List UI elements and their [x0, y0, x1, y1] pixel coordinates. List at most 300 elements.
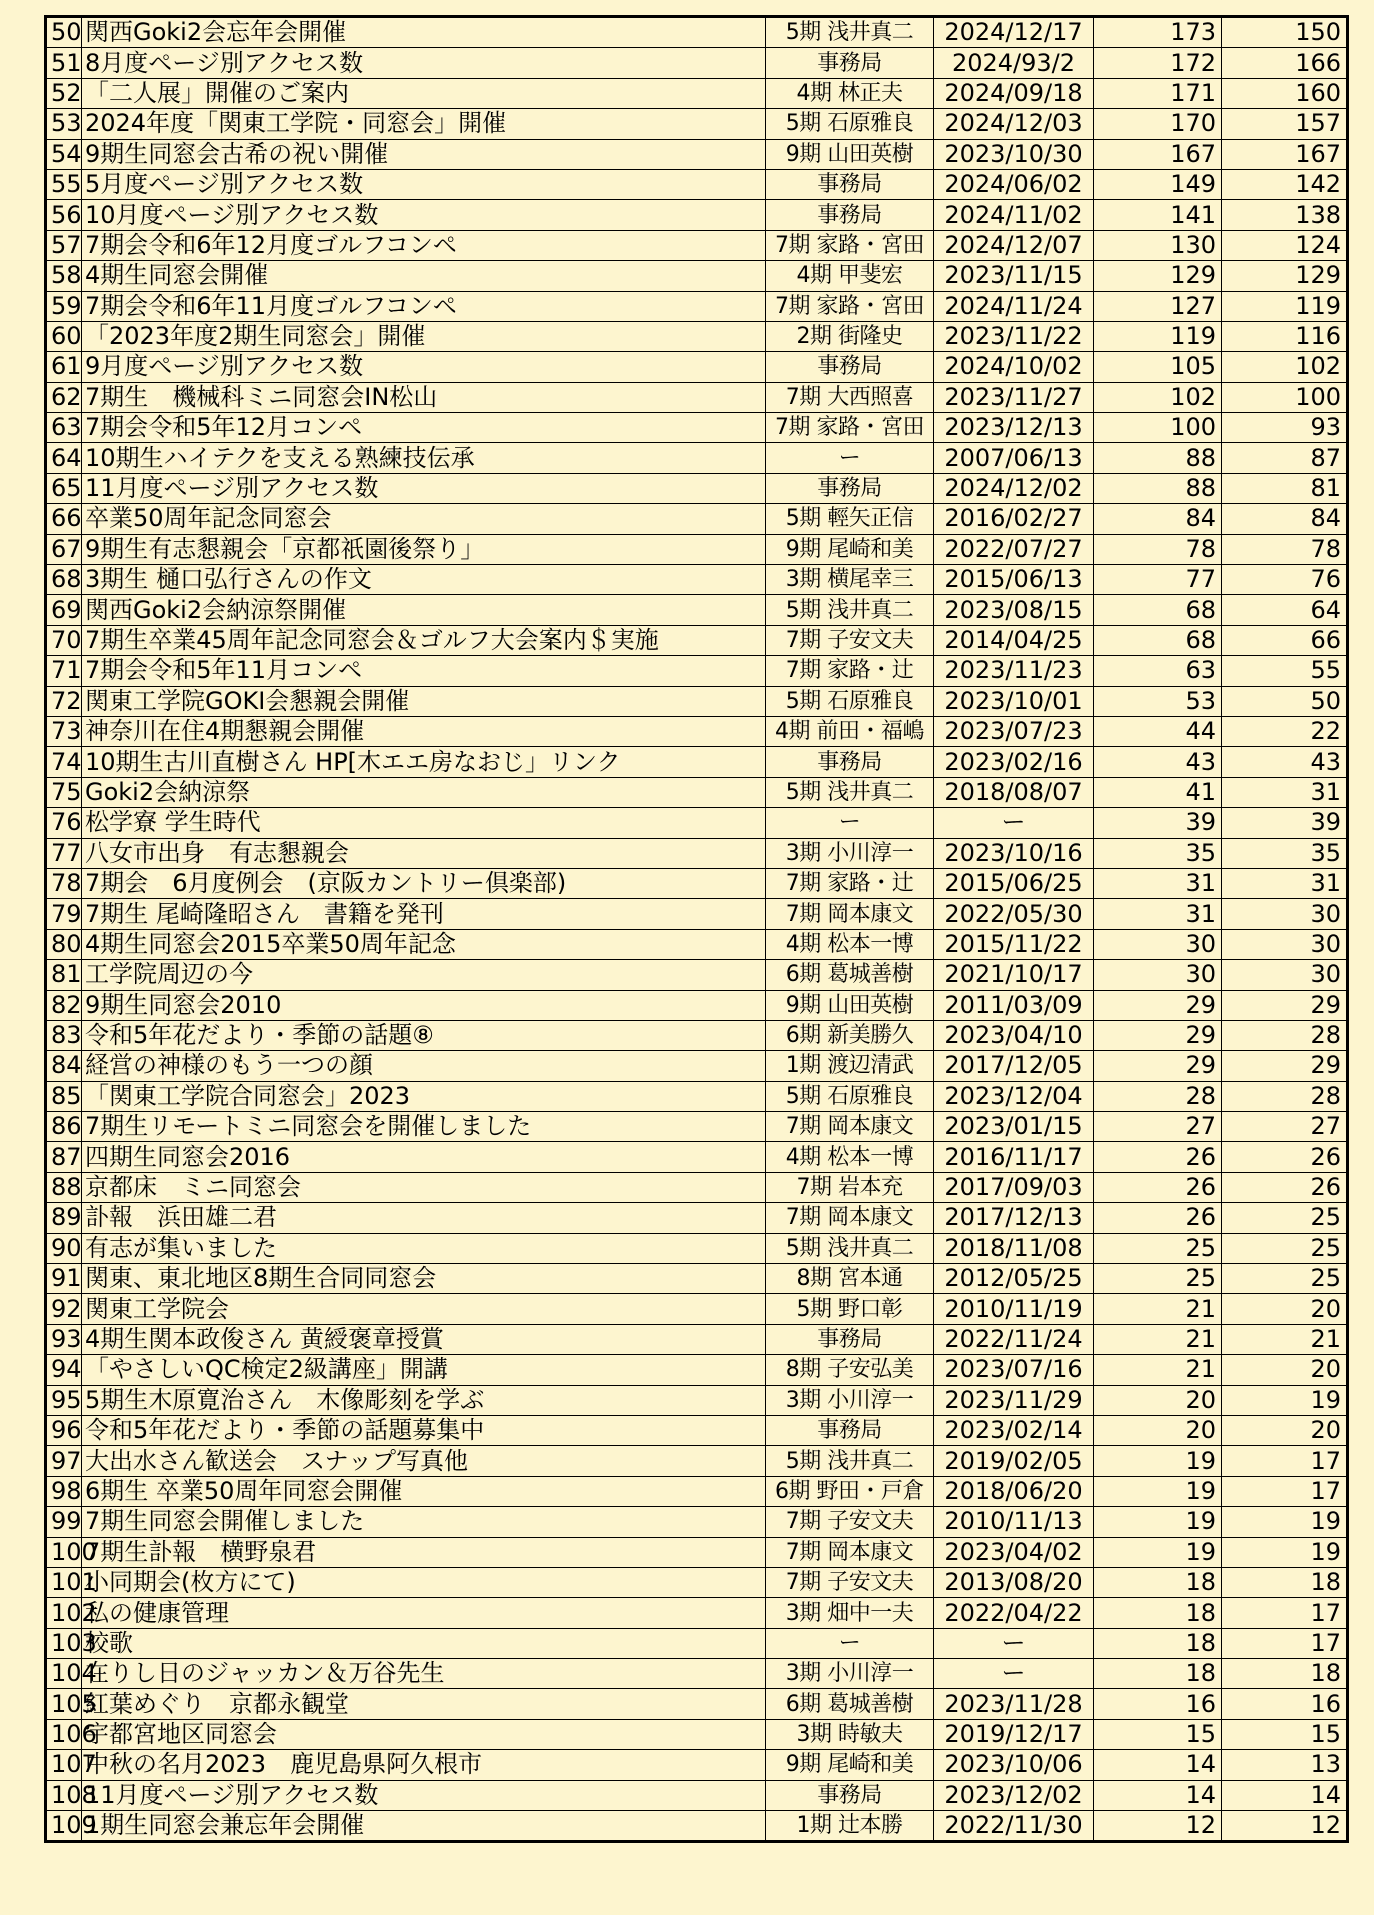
table-row — [46, 1355, 1348, 1385]
author-cell: 7期 子安文夫 — [766, 1567, 934, 1597]
table-row — [46, 747, 1348, 777]
count-unique-cell: 25 — [1222, 1233, 1348, 1263]
article-title: 3期生 樋口弘行さんの作文 — [82, 565, 766, 595]
article-title: 7期会令和6年12月度ゴルフコンペ — [82, 230, 766, 260]
table-row — [46, 1567, 1348, 1597]
count-total-cell: 173 — [1094, 17, 1222, 48]
count-total-cell: 77 — [1094, 565, 1222, 595]
count-unique-cell: 19 — [1222, 1537, 1348, 1567]
count-total-cell: 129 — [1094, 261, 1222, 291]
count-unique-cell: 26 — [1222, 1172, 1348, 1202]
author-cell: 事務局 — [766, 352, 934, 382]
count-unique-cell: 17 — [1222, 1628, 1348, 1658]
row-number: 82 — [46, 990, 82, 1020]
table-row — [46, 1203, 1348, 1233]
author-cell: 5期 石原雅良 — [766, 109, 934, 139]
date-cell: 2022/05/30 — [934, 899, 1094, 929]
count-unique-cell: 19 — [1222, 1507, 1348, 1537]
date-cell: 2024/06/02 — [934, 169, 1094, 199]
table-row — [46, 1476, 1348, 1506]
article-title: 大出水さん歓送会 スナップ写真他 — [82, 1446, 766, 1476]
date-cell: 2012/05/25 — [934, 1264, 1094, 1294]
article-title: 京都床 ミニ同窓会 — [82, 1172, 766, 1202]
count-total-cell: 102 — [1094, 382, 1222, 412]
table-row — [46, 565, 1348, 595]
date-cell: ー — [934, 808, 1094, 838]
count-unique-cell: 31 — [1222, 868, 1348, 898]
count-unique-cell: 30 — [1222, 929, 1348, 959]
row-number: 84 — [46, 1051, 82, 1081]
article-title: 関東工学院GOKI会懇親会開催 — [82, 686, 766, 716]
date-cell: 2024/12/03 — [934, 109, 1094, 139]
date-cell: 2018/08/07 — [934, 777, 1094, 807]
table-row — [46, 473, 1348, 503]
table-row — [46, 109, 1348, 139]
date-cell: 2023/11/23 — [934, 656, 1094, 686]
count-total-cell: 20 — [1094, 1415, 1222, 1445]
author-cell: 5期 野口彰 — [766, 1294, 934, 1324]
count-unique-cell: 87 — [1222, 443, 1348, 473]
table-row — [46, 382, 1348, 412]
count-total-cell: 18 — [1094, 1628, 1222, 1658]
date-cell: 2023/11/22 — [934, 321, 1094, 351]
count-total-cell: 172 — [1094, 48, 1222, 78]
count-unique-cell: 167 — [1222, 139, 1348, 169]
count-total-cell: 14 — [1094, 1780, 1222, 1810]
author-cell: ー — [766, 443, 934, 473]
author-cell: 9期 尾崎和美 — [766, 1750, 934, 1780]
count-unique-cell: 150 — [1222, 17, 1348, 48]
table-row — [46, 1598, 1348, 1628]
author-cell: 7期 岡本康文 — [766, 1203, 934, 1233]
count-total-cell: 25 — [1094, 1233, 1222, 1263]
count-total-cell: 26 — [1094, 1142, 1222, 1172]
count-total-cell: 28 — [1094, 1081, 1222, 1111]
article-title: 神奈川在住4期懇親会開催 — [82, 716, 766, 746]
table-row — [46, 17, 1348, 48]
author-cell: 3期 小川淳一 — [766, 1385, 934, 1415]
date-cell: 2014/04/25 — [934, 625, 1094, 655]
table-row — [46, 321, 1348, 351]
table-row — [46, 1446, 1348, 1476]
row-number: 96 — [46, 1415, 82, 1445]
author-cell: 3期 小川淳一 — [766, 1659, 934, 1689]
count-unique-cell: 124 — [1222, 230, 1348, 260]
row-number: 109 — [46, 1811, 82, 1842]
date-cell: 2007/06/13 — [934, 443, 1094, 473]
date-cell: 2013/08/20 — [934, 1567, 1094, 1597]
row-number: 106 — [46, 1719, 82, 1749]
count-total-cell: 41 — [1094, 777, 1222, 807]
table-row — [46, 808, 1348, 838]
date-cell: 2022/07/27 — [934, 534, 1094, 564]
article-title: 10期生ハイテクを支える熟練技伝承 — [82, 443, 766, 473]
article-title: 「二人展」開催のご案内 — [82, 78, 766, 108]
article-title: 紅葉めぐり 京都永観堂 — [82, 1689, 766, 1719]
count-unique-cell: 100 — [1222, 382, 1348, 412]
date-cell: 2023/12/04 — [934, 1081, 1094, 1111]
count-unique-cell: 12 — [1222, 1811, 1348, 1842]
article-title: Goki2会納涼祭 — [82, 777, 766, 807]
author-cell: 事務局 — [766, 473, 934, 503]
row-number: 88 — [46, 1172, 82, 1202]
date-cell: 2023/04/02 — [934, 1537, 1094, 1567]
table-row — [46, 686, 1348, 716]
author-cell: 事務局 — [766, 1324, 934, 1354]
row-number: 104 — [46, 1659, 82, 1689]
author-cell: 3期 時敏夫 — [766, 1719, 934, 1749]
count-unique-cell: 102 — [1222, 352, 1348, 382]
table-row — [46, 1780, 1348, 1810]
count-unique-cell: 26 — [1222, 1142, 1348, 1172]
count-total-cell: 68 — [1094, 625, 1222, 655]
row-number: 92 — [46, 1294, 82, 1324]
count-total-cell: 78 — [1094, 534, 1222, 564]
table-row — [46, 1750, 1348, 1780]
article-title: 4期生同窓会2015卒業50周年記念 — [82, 929, 766, 959]
count-total-cell: 88 — [1094, 443, 1222, 473]
author-cell: 事務局 — [766, 169, 934, 199]
author-cell: 4期 前田・福嶋 — [766, 716, 934, 746]
count-unique-cell: 17 — [1222, 1598, 1348, 1628]
author-cell: 7期 家路・宮田 — [766, 230, 934, 260]
row-number: 51 — [46, 48, 82, 78]
count-unique-cell: 35 — [1222, 838, 1348, 868]
author-cell: 1期 渡辺清武 — [766, 1051, 934, 1081]
table-row — [46, 1112, 1348, 1142]
author-cell: 6期 新美勝久 — [766, 1020, 934, 1050]
count-unique-cell: 84 — [1222, 504, 1348, 534]
date-cell: ー — [934, 1628, 1094, 1658]
date-cell: 2010/11/19 — [934, 1294, 1094, 1324]
count-total-cell: 53 — [1094, 686, 1222, 716]
author-cell: 3期 小川淳一 — [766, 838, 934, 868]
count-total-cell: 100 — [1094, 413, 1222, 443]
date-cell: 2023/10/30 — [934, 139, 1094, 169]
table-row — [46, 1233, 1348, 1263]
article-title: 9期生同窓会古希の祝い開催 — [82, 139, 766, 169]
article-title: 「やさしいQC検定2級講座」開講 — [82, 1355, 766, 1385]
count-unique-cell: 39 — [1222, 808, 1348, 838]
article-title: 卒業50周年記念同窓会 — [82, 504, 766, 534]
count-total-cell: 16 — [1094, 1689, 1222, 1719]
article-title: 7期会令和5年11月コンペ — [82, 656, 766, 686]
row-number: 108 — [46, 1780, 82, 1810]
row-number: 75 — [46, 777, 82, 807]
article-title: 「関東工学院合同窓会」2023 — [82, 1081, 766, 1111]
date-cell: 2019/12/17 — [934, 1719, 1094, 1749]
count-total-cell: 19 — [1094, 1537, 1222, 1567]
author-cell: 7期 家路・辻 — [766, 656, 934, 686]
row-number: 64 — [46, 443, 82, 473]
article-title: 4期生同窓会開催 — [82, 261, 766, 291]
row-number: 91 — [46, 1264, 82, 1294]
count-total-cell: 149 — [1094, 169, 1222, 199]
count-unique-cell: 28 — [1222, 1081, 1348, 1111]
row-number: 81 — [46, 960, 82, 990]
article-title: 7期生 尾崎隆昭さん 書籍を発刊 — [82, 899, 766, 929]
count-unique-cell: 129 — [1222, 261, 1348, 291]
table-row — [46, 1142, 1348, 1172]
row-number: 55 — [46, 169, 82, 199]
date-cell: 2023/07/23 — [934, 716, 1094, 746]
count-unique-cell: 142 — [1222, 169, 1348, 199]
table-row — [46, 777, 1348, 807]
article-title: 令和5年花だより・季節の話題募集中 — [82, 1415, 766, 1445]
author-cell: 7期 岡本康文 — [766, 1537, 934, 1567]
author-cell: ー — [766, 808, 934, 838]
count-unique-cell: 18 — [1222, 1659, 1348, 1689]
table-body — [46, 17, 1348, 1842]
author-cell: 5期 輕矢正信 — [766, 504, 934, 534]
article-title: 「2023年度2期生同窓会」開催 — [82, 321, 766, 351]
date-cell: 2023/08/15 — [934, 595, 1094, 625]
date-cell: 2023/11/27 — [934, 382, 1094, 412]
date-cell: 2017/12/05 — [934, 1051, 1094, 1081]
article-title: 松学寮 学生時代 — [82, 808, 766, 838]
count-unique-cell: 13 — [1222, 1750, 1348, 1780]
row-number: 52 — [46, 78, 82, 108]
count-total-cell: 19 — [1094, 1476, 1222, 1506]
article-title: 10月度ページ別アクセス数 — [82, 200, 766, 230]
article-title: 9期生同窓会2010 — [82, 990, 766, 1020]
row-number: 61 — [46, 352, 82, 382]
date-cell: 2011/03/09 — [934, 990, 1094, 1020]
article-title: 有志が集いました — [82, 1233, 766, 1263]
count-unique-cell: 20 — [1222, 1355, 1348, 1385]
row-number: 71 — [46, 656, 82, 686]
table-row — [46, 139, 1348, 169]
count-total-cell: 171 — [1094, 78, 1222, 108]
author-cell: 事務局 — [766, 747, 934, 777]
count-unique-cell: 93 — [1222, 413, 1348, 443]
row-number: 87 — [46, 1142, 82, 1172]
date-cell: 2017/09/03 — [934, 1172, 1094, 1202]
date-cell: 2023/04/10 — [934, 1020, 1094, 1050]
article-title: 関東、東北地区8期生合同同窓会 — [82, 1264, 766, 1294]
count-unique-cell: 19 — [1222, 1385, 1348, 1415]
count-total-cell: 167 — [1094, 139, 1222, 169]
count-total-cell: 14 — [1094, 1750, 1222, 1780]
row-number: 79 — [46, 899, 82, 929]
row-number: 101 — [46, 1567, 82, 1597]
count-total-cell: 105 — [1094, 352, 1222, 382]
count-total-cell: 141 — [1094, 200, 1222, 230]
row-number: 103 — [46, 1628, 82, 1658]
table-row — [46, 1324, 1348, 1354]
author-cell: 5期 石原雅良 — [766, 1081, 934, 1111]
author-cell: 7期 岩本充 — [766, 1172, 934, 1202]
date-cell: 2010/11/13 — [934, 1507, 1094, 1537]
author-cell: 7期 家路・宮田 — [766, 291, 934, 321]
date-cell: 2016/11/17 — [934, 1142, 1094, 1172]
table-row — [46, 1811, 1348, 1842]
author-cell: 4期 甲斐宏 — [766, 261, 934, 291]
count-total-cell: 30 — [1094, 960, 1222, 990]
date-cell: 2015/06/25 — [934, 868, 1094, 898]
count-unique-cell: 76 — [1222, 565, 1348, 595]
table-row — [46, 1172, 1348, 1202]
author-cell: 3期 横尾幸三 — [766, 565, 934, 595]
count-unique-cell: 166 — [1222, 48, 1348, 78]
count-unique-cell: 15 — [1222, 1719, 1348, 1749]
count-unique-cell: 31 — [1222, 777, 1348, 807]
table-row — [46, 1689, 1348, 1719]
count-unique-cell: 43 — [1222, 747, 1348, 777]
article-title: 11月度ページ別アクセス数 — [82, 473, 766, 503]
table-row — [46, 595, 1348, 625]
article-title: 8月度ページ別アクセス数 — [82, 48, 766, 78]
date-cell: 2023/07/16 — [934, 1355, 1094, 1385]
date-cell: 2023/12/13 — [934, 413, 1094, 443]
count-total-cell: 18 — [1094, 1598, 1222, 1628]
author-cell: 5期 浅井真二 — [766, 777, 934, 807]
article-title: 令和5年花だより・季節の話題⑧ — [82, 1020, 766, 1050]
table-row — [46, 1507, 1348, 1537]
count-unique-cell: 25 — [1222, 1264, 1348, 1294]
date-cell: 2023/10/16 — [934, 838, 1094, 868]
table-row — [46, 1020, 1348, 1050]
row-number: 93 — [46, 1324, 82, 1354]
author-cell: 3期 畑中一夫 — [766, 1598, 934, 1628]
row-number: 107 — [46, 1750, 82, 1780]
row-number: 95 — [46, 1385, 82, 1415]
table-row — [46, 656, 1348, 686]
row-number: 56 — [46, 200, 82, 230]
count-total-cell: 26 — [1094, 1172, 1222, 1202]
count-total-cell: 29 — [1094, 1051, 1222, 1081]
count-unique-cell: 119 — [1222, 291, 1348, 321]
row-number: 66 — [46, 504, 82, 534]
table-row — [46, 868, 1348, 898]
count-unique-cell: 25 — [1222, 1203, 1348, 1233]
article-title: 10期生古川直樹さん HP[木エエ房なおじ」リンク — [82, 747, 766, 777]
article-title: 7期生卒業45周年記念同窓会＆ゴルフ大会案内＄実施 — [82, 625, 766, 655]
table-row — [46, 48, 1348, 78]
count-total-cell: 15 — [1094, 1719, 1222, 1749]
table-row — [46, 291, 1348, 321]
article-title: 6期生 卒業50周年同窓会開催 — [82, 1476, 766, 1506]
date-cell: 2015/06/13 — [934, 565, 1094, 595]
date-cell: 2023/11/29 — [934, 1385, 1094, 1415]
count-total-cell: 20 — [1094, 1385, 1222, 1415]
count-unique-cell: 27 — [1222, 1112, 1348, 1142]
article-title: 7期生訃報 横野泉君 — [82, 1537, 766, 1567]
row-number: 85 — [46, 1081, 82, 1111]
row-number: 76 — [46, 808, 82, 838]
article-title: 中秋の名月2023 鹿児島県阿久根市 — [82, 1750, 766, 1780]
date-cell: 2015/11/22 — [934, 929, 1094, 959]
article-title: 私の健康管理 — [82, 1598, 766, 1628]
row-number: 68 — [46, 565, 82, 595]
table-row — [46, 78, 1348, 108]
author-cell: 5期 浅井真二 — [766, 1446, 934, 1476]
date-cell: 2024/10/02 — [934, 352, 1094, 382]
count-total-cell: 44 — [1094, 716, 1222, 746]
count-total-cell: 18 — [1094, 1567, 1222, 1597]
date-cell: 2024/11/24 — [934, 291, 1094, 321]
article-title: 小同期会(枚方にて) — [82, 1567, 766, 1597]
count-total-cell: 31 — [1094, 899, 1222, 929]
count-total-cell: 39 — [1094, 808, 1222, 838]
date-cell: 2024/12/02 — [934, 473, 1094, 503]
count-unique-cell: 17 — [1222, 1476, 1348, 1506]
row-number: 78 — [46, 868, 82, 898]
article-title: 在りし日のジャッカン＆万谷先生 — [82, 1659, 766, 1689]
author-cell: 6期 葛城善樹 — [766, 1689, 934, 1719]
author-cell: 6期 野田・戸倉 — [766, 1476, 934, 1506]
table-row — [46, 1415, 1348, 1445]
article-title: 工学院周辺の今 — [82, 960, 766, 990]
count-unique-cell: 55 — [1222, 656, 1348, 686]
row-number: 94 — [46, 1355, 82, 1385]
count-unique-cell: 20 — [1222, 1294, 1348, 1324]
date-cell: 2023/11/15 — [934, 261, 1094, 291]
table-row — [46, 990, 1348, 1020]
date-cell: 2024/12/17 — [934, 17, 1094, 48]
row-number: 63 — [46, 413, 82, 443]
author-cell: 8期 子安弘美 — [766, 1355, 934, 1385]
author-cell: 9期 尾崎和美 — [766, 534, 934, 564]
article-title: 7期生同窓会開催しました — [82, 1507, 766, 1537]
count-total-cell: 21 — [1094, 1294, 1222, 1324]
article-title: 宇都宮地区同窓会 — [82, 1719, 766, 1749]
row-number: 65 — [46, 473, 82, 503]
article-title: 7期会令和6年11月度ゴルフコンペ — [82, 291, 766, 321]
row-number: 59 — [46, 291, 82, 321]
count-unique-cell: 17 — [1222, 1446, 1348, 1476]
table-row — [46, 1264, 1348, 1294]
date-cell: 2023/10/01 — [934, 686, 1094, 716]
author-cell: 6期 葛城善樹 — [766, 960, 934, 990]
count-total-cell: 119 — [1094, 321, 1222, 351]
author-cell: 事務局 — [766, 48, 934, 78]
count-total-cell: 29 — [1094, 1020, 1222, 1050]
table-row — [46, 960, 1348, 990]
count-total-cell: 63 — [1094, 656, 1222, 686]
count-total-cell: 26 — [1094, 1203, 1222, 1233]
count-total-cell: 43 — [1094, 747, 1222, 777]
table-row — [46, 261, 1348, 291]
row-number: 58 — [46, 261, 82, 291]
count-total-cell: 21 — [1094, 1355, 1222, 1385]
date-cell: 2018/11/08 — [934, 1233, 1094, 1263]
author-cell: 事務局 — [766, 200, 934, 230]
article-title: 訃報 浜田雄二君 — [82, 1203, 766, 1233]
article-title: 関東工学院会 — [82, 1294, 766, 1324]
table-row — [46, 625, 1348, 655]
author-cell: 7期 大西照喜 — [766, 382, 934, 412]
row-number: 72 — [46, 686, 82, 716]
date-cell: 2017/12/13 — [934, 1203, 1094, 1233]
row-number: 99 — [46, 1507, 82, 1537]
author-cell: 2期 街隆史 — [766, 321, 934, 351]
date-cell: 2024/09/18 — [934, 78, 1094, 108]
table-row — [46, 200, 1348, 230]
count-unique-cell: 29 — [1222, 1051, 1348, 1081]
article-title: 関西Goki2会納涼祭開催 — [82, 595, 766, 625]
article-title: 5期生木原寛治さん 木像彫刻を学ぶ — [82, 1385, 766, 1415]
author-cell: 8期 宮本通 — [766, 1264, 934, 1294]
date-cell: 2023/11/28 — [934, 1689, 1094, 1719]
table-row — [46, 1051, 1348, 1081]
date-cell: 2023/01/15 — [934, 1112, 1094, 1142]
article-title: 四期生同窓会2016 — [82, 1142, 766, 1172]
date-cell: 2023/12/02 — [934, 1780, 1094, 1810]
count-total-cell: 27 — [1094, 1112, 1222, 1142]
article-title: 2024年度「関東工学院・同窓会」開催 — [82, 109, 766, 139]
count-unique-cell: 81 — [1222, 473, 1348, 503]
